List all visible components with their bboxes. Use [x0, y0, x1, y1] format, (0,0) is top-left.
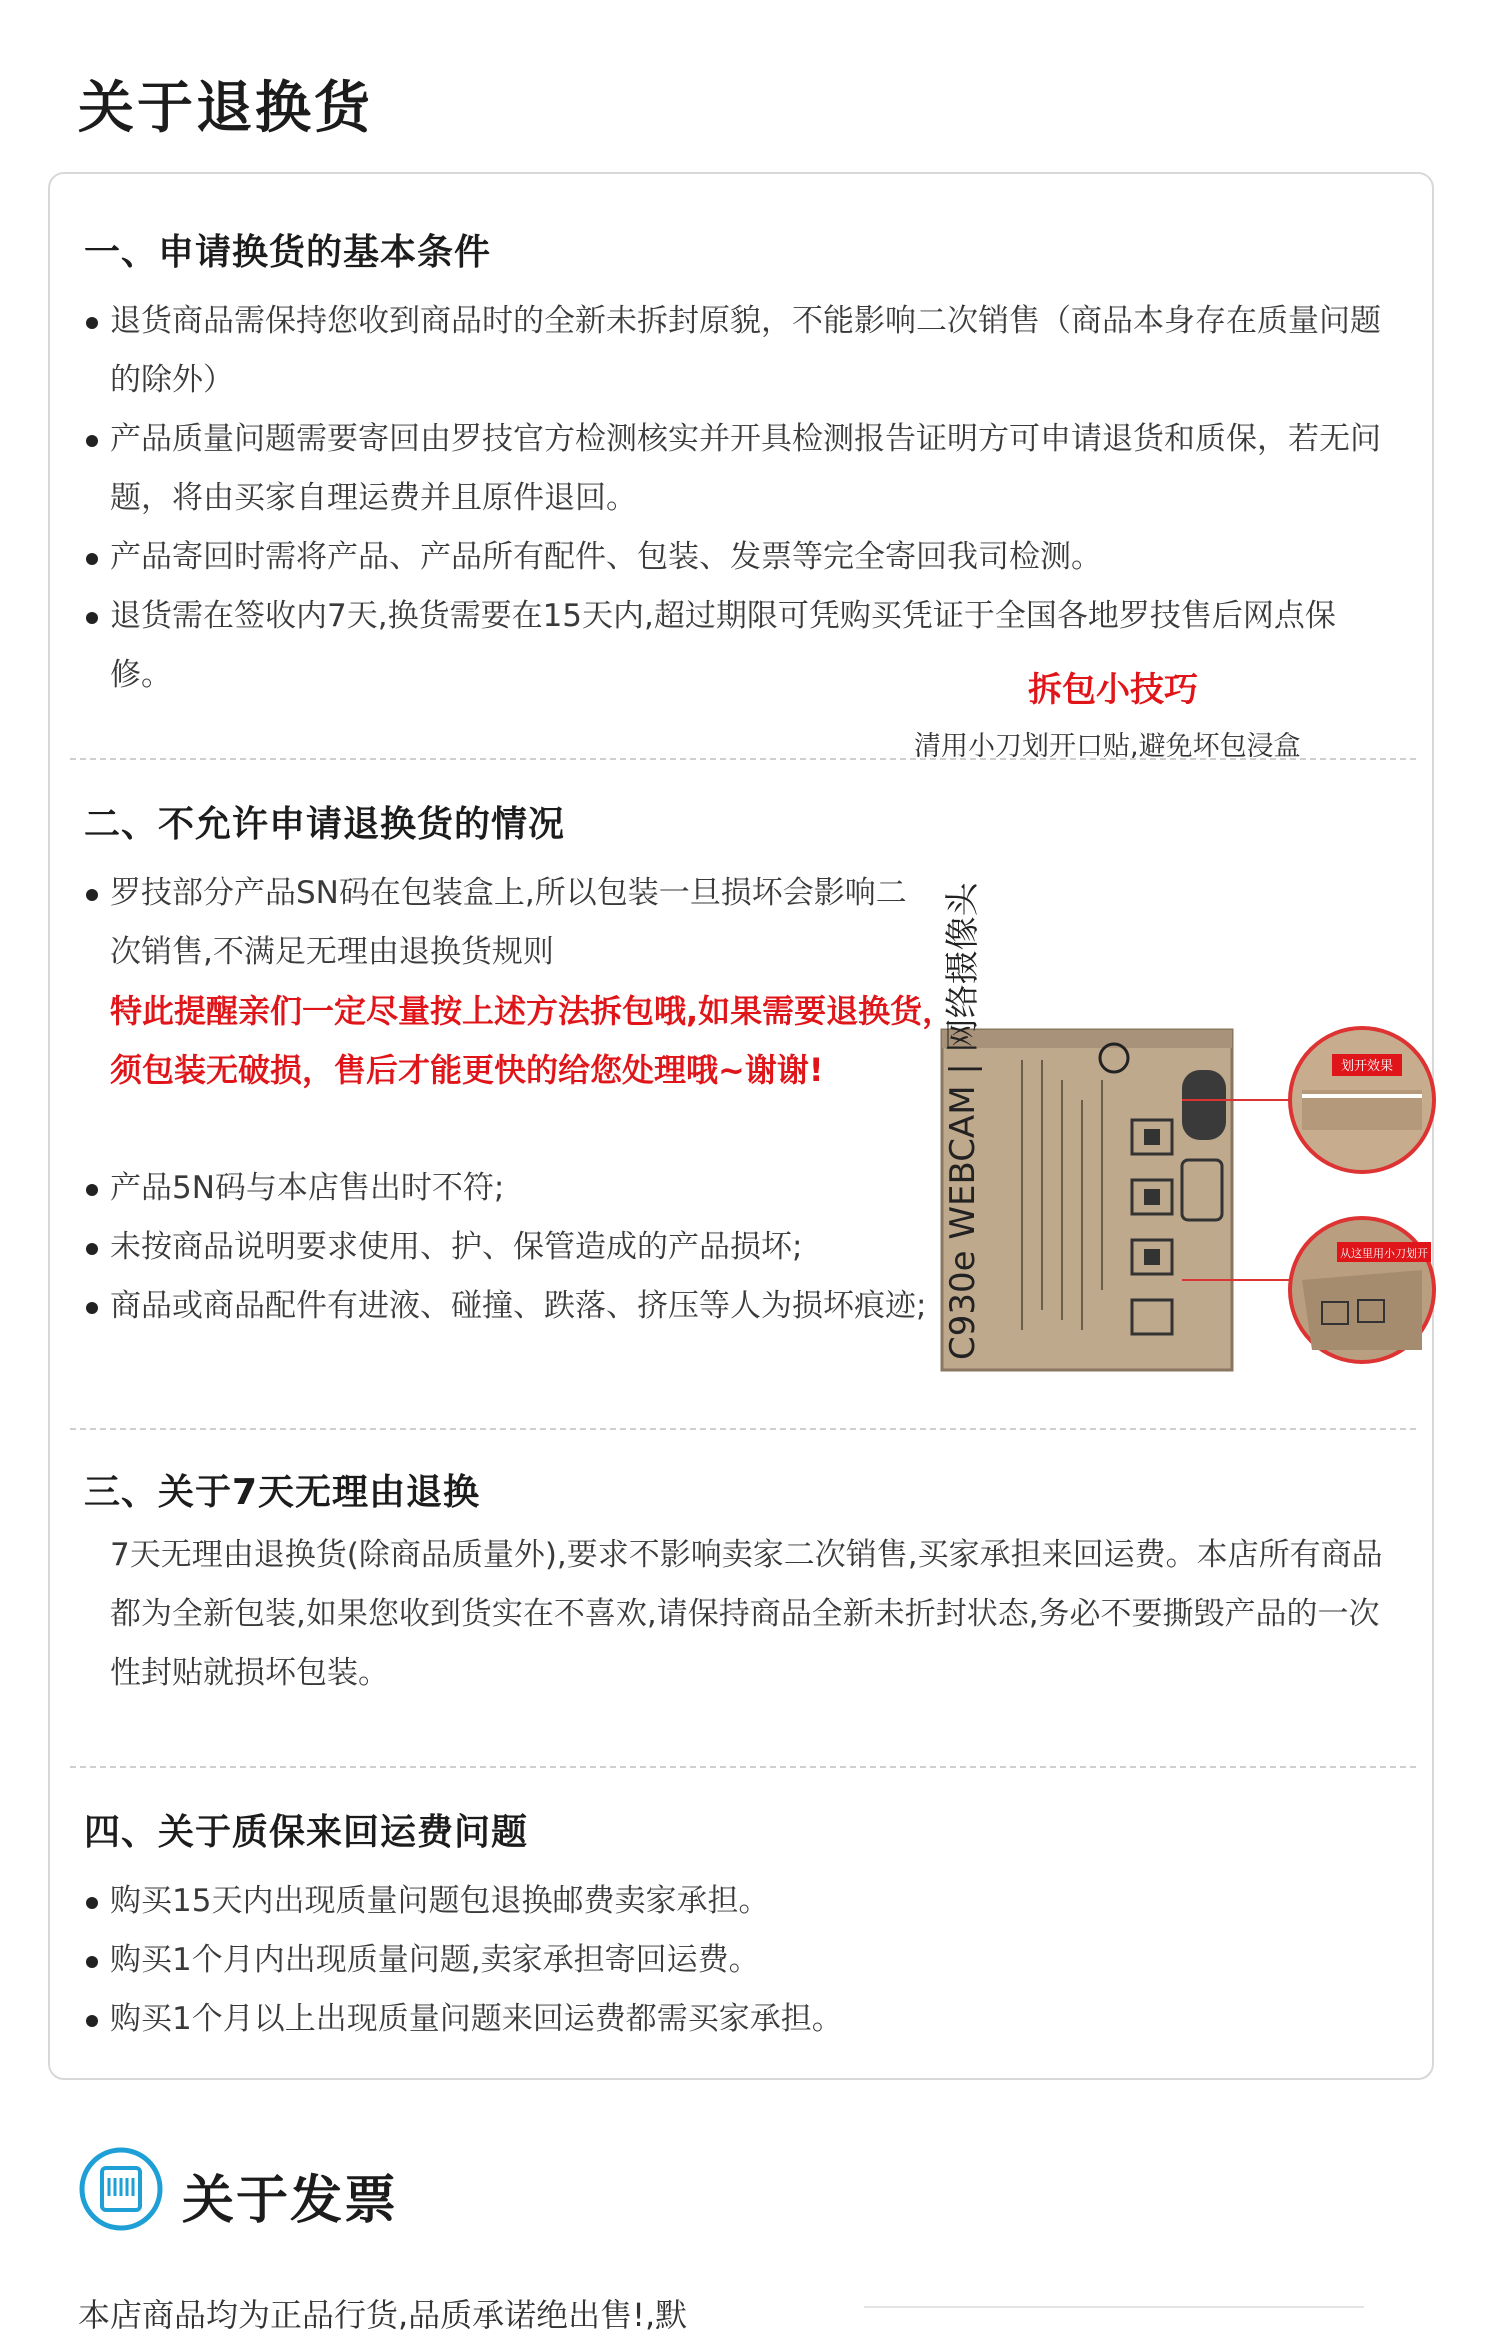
- tip-subtitle: 清用小刀划开口贴,避免坏包浸盒: [914, 731, 1301, 762]
- package-box-image: [882, 850, 1442, 1414]
- section-2-list-a: [84, 864, 924, 982]
- bullet-icon: [86, 889, 98, 901]
- callout-1-label: 划开效果: [1340, 1059, 1394, 1074]
- invoice-icon: [78, 2146, 164, 2232]
- bullet-icon: [86, 1243, 98, 1255]
- red-notice: 特此提醒亲们一定尽量按上述方法拆包哦,如果需要退换货，须包装无破损，售后才能更快的给您处理哦~谢谢!: [110, 992, 955, 1089]
- bullet-icon: [86, 1302, 98, 1314]
- list-item: 罗技部分产品SN码在包装盒上,所以包装一旦损坏会影响二次销售,不满足无理由退换货规则: [84, 864, 924, 982]
- list-item: 购买1个月以上出现质量问题来回运费都需买家承担。: [84, 1990, 1394, 2049]
- list-item: 商品或商品配件有进液、碰撞、跌落、挤压等人为损坏痕迹;: [84, 1277, 954, 1336]
- list-item: 未按商品说明要求使用、护、保管造成的产品损坏;: [84, 1218, 954, 1277]
- tip-title: 拆包小技巧: [1028, 670, 1198, 710]
- section-3-title: 三、关于7天无理由退换: [84, 1472, 481, 1513]
- section-2-list-b: [84, 1159, 954, 1336]
- list-item: 退货需在签收内7天,换货需要在15天内,超过期限可凭购买凭证于全国各地罗技售后网点保修。: [84, 587, 1394, 705]
- divider: [70, 1428, 1416, 1430]
- bullet-icon: [86, 553, 98, 565]
- section-1-title: 一、申请换货的基本条件: [84, 232, 492, 273]
- list-item: 购买1个月内出现质量问题,卖家承担寄回运费。: [84, 1931, 1394, 1990]
- bullet-icon: [86, 1956, 98, 1968]
- bullet-icon: [86, 612, 98, 624]
- list-item: 退货商品需保持您收到商品时的全新未拆封原貌，不能影响二次销售（商品本身存在质量问题的除外）: [84, 292, 1394, 410]
- page-title: 关于退换货: [78, 76, 373, 141]
- invoice-title: 关于发票: [182, 2171, 399, 2231]
- divider: [70, 1766, 1416, 1768]
- section-4-title: 四、关于质保来回运费问题: [84, 1812, 529, 1853]
- bullet-icon: [86, 435, 98, 447]
- section-2-title: 二、不允许申请退换货的情况: [84, 804, 566, 845]
- bullet-icon: [86, 1184, 98, 1196]
- section-1-list: [84, 292, 1394, 705]
- list-item: 购买15天内出现质量问题包退换邮费卖家承担。: [84, 1872, 1394, 1931]
- invoice-text: 本店商品均为正品行货,品质承诺绝出售!,默: [78, 2296, 688, 2334]
- section-3-paragraph: 7天无理由退换货(除商品质量外),要求不影响卖家二次销售,买家承担来回运费。本店所有商品都为全新包装,如果您收到货实在不喜欢,请保持商品全新未折封状态,务必不要撕毁产品的一次性封贴就损坏包装。: [110, 1537, 1383, 1691]
- bullet-icon: [86, 1897, 98, 1909]
- invoice-image-frame: [864, 2306, 1364, 2338]
- package-box-illustration: [882, 850, 1442, 1410]
- box-label: C930e WEBCAM | 网络摄像头: [943, 882, 983, 1360]
- list-item: 产品5N码与本店售出时不符;: [84, 1159, 954, 1218]
- list-item: 产品寄回时需将产品、产品所有配件、包装、发票等完全寄回我司检测。: [84, 528, 1394, 587]
- callout-2-label: 从这里用小刀划开: [1340, 1247, 1428, 1260]
- section-4-list: [84, 1872, 1394, 2049]
- list-item: 产品质量问题需要寄回由罗技官方检测核实并开具检测报告证明方可申请退货和质保，若无问题，将由买家自理运费并且原件退回。: [84, 410, 1394, 528]
- bullet-icon: [86, 2015, 98, 2027]
- bullet-icon: [86, 317, 98, 329]
